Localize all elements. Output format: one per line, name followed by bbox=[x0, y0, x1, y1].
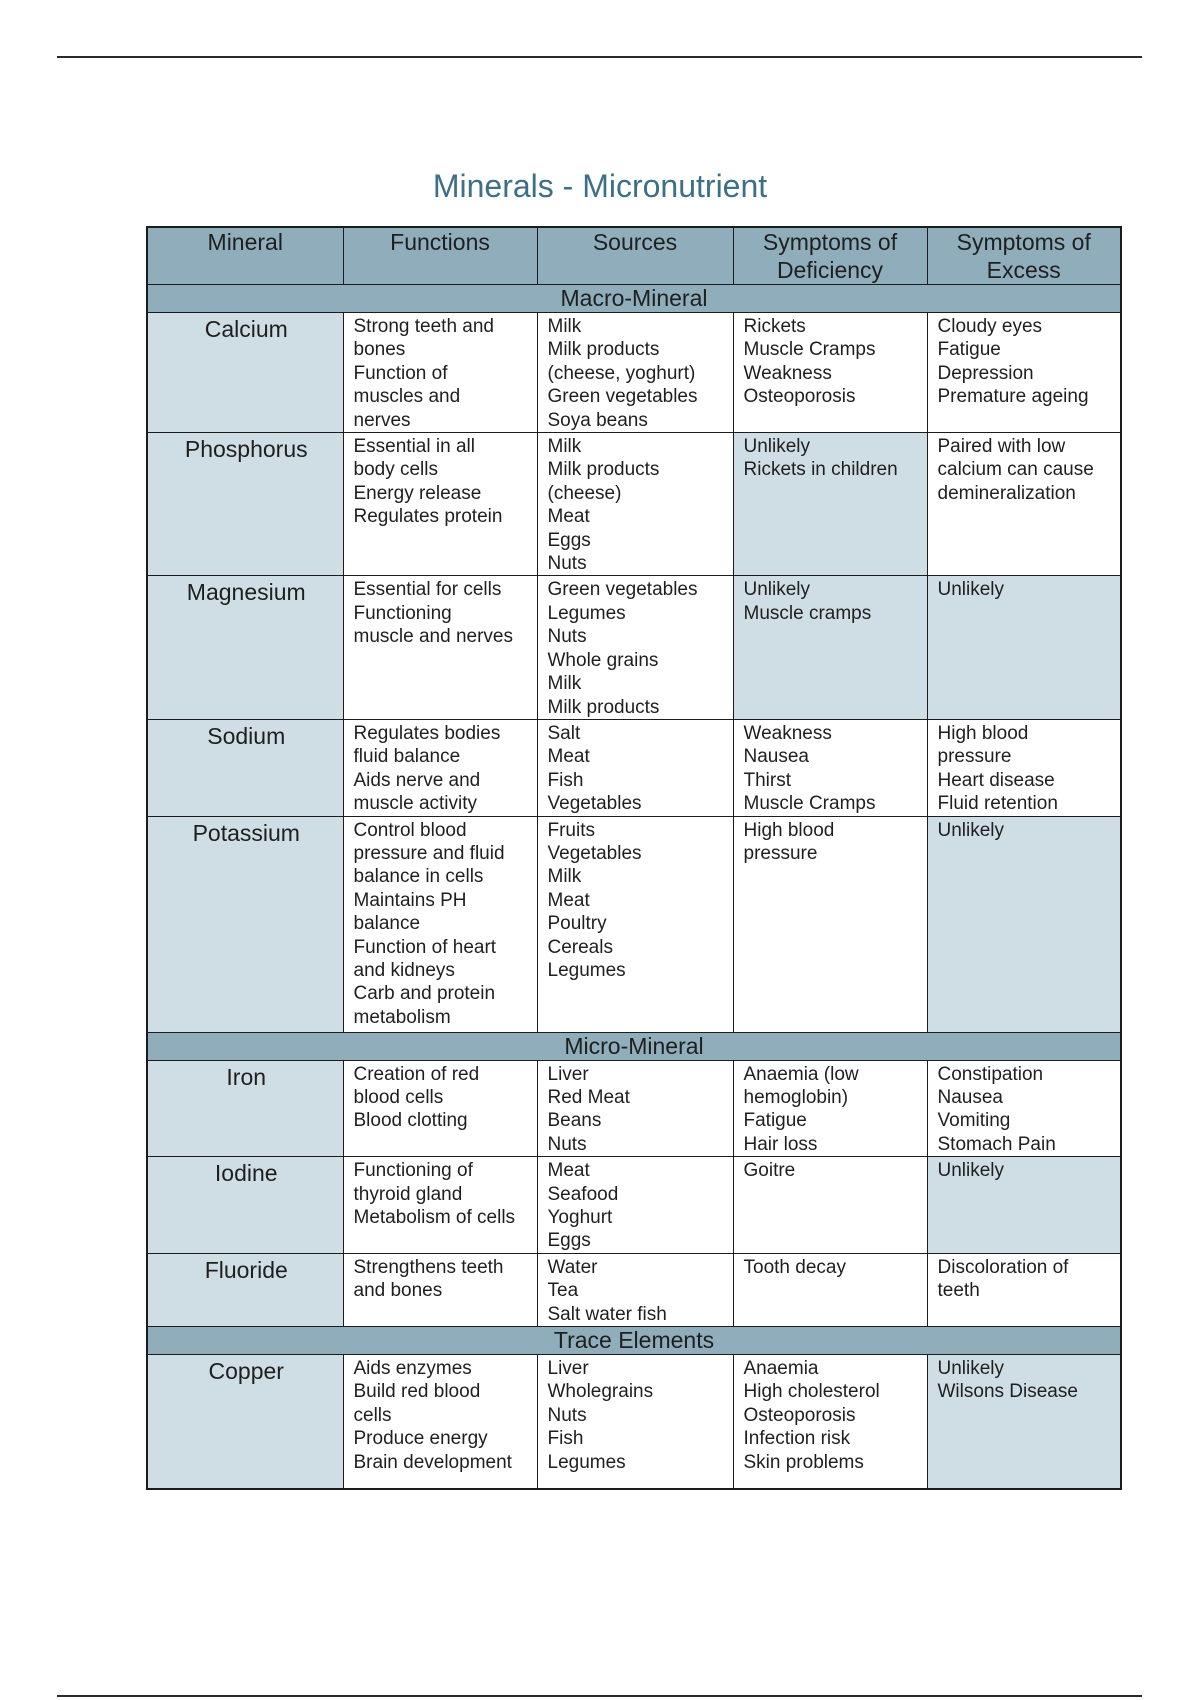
sources-line: (cheese) bbox=[547, 482, 622, 504]
functions-line: Function of heart bbox=[353, 936, 497, 958]
sources-cell bbox=[537, 433, 733, 576]
excess-line: Cloudy eyes bbox=[937, 316, 1043, 337]
functions-line: blood cells bbox=[353, 1086, 444, 1108]
excess-cell bbox=[927, 1060, 1121, 1157]
sources-cell bbox=[537, 576, 733, 719]
functions-line: nerves bbox=[353, 409, 411, 431]
functions-cell bbox=[343, 576, 537, 719]
sources-line: Salt bbox=[547, 722, 581, 744]
functions-line: Function of bbox=[353, 362, 448, 384]
excess-cell bbox=[927, 576, 1121, 719]
excess-line: Discoloration of bbox=[937, 1256, 1069, 1278]
functions-line: pressure and fluid bbox=[353, 842, 505, 864]
sources-line: Green vegetables bbox=[547, 386, 698, 408]
deficiency-line: Unlikely bbox=[743, 579, 811, 601]
deficiency-cell bbox=[733, 433, 927, 576]
functions-line: Energy release bbox=[353, 482, 482, 504]
functions-line: Essential in all bbox=[353, 436, 475, 458]
excess-line: Unlikely bbox=[937, 579, 1005, 601]
header-sources: Sources bbox=[537, 227, 733, 285]
deficiency-line: Skin problems bbox=[743, 1451, 864, 1473]
functions-cell bbox=[343, 816, 537, 1032]
sources-line: Meat bbox=[547, 746, 590, 768]
table-row bbox=[147, 1253, 1121, 1326]
header-excess: Symptoms of Excess bbox=[927, 227, 1121, 285]
deficiency-line: Rickets in children bbox=[743, 459, 898, 481]
header-mineral: Mineral bbox=[147, 227, 343, 285]
functions-line: Aids enzymes bbox=[353, 1358, 472, 1379]
deficiency-line: hemoglobin) bbox=[743, 1086, 849, 1108]
functions-line: Strengthens teeth bbox=[353, 1256, 504, 1278]
excess-cell bbox=[927, 1157, 1121, 1254]
functions-cell bbox=[343, 313, 537, 433]
deficiency-line: Fatigue bbox=[743, 1110, 807, 1132]
functions-line: fluid balance bbox=[353, 746, 461, 768]
sources-line: Salt water fish bbox=[547, 1303, 667, 1325]
mineral-name: Sodium bbox=[147, 719, 343, 816]
deficiency-line: Anaemia bbox=[743, 1358, 819, 1379]
excess-line: Unlikely bbox=[937, 819, 1005, 841]
sources-line: Yoghurt bbox=[547, 1206, 613, 1228]
section-row bbox=[147, 1327, 1121, 1355]
sources-line: Vegetables bbox=[547, 842, 642, 864]
functions-line: body cells bbox=[353, 459, 438, 481]
functions-line: balance in cells bbox=[353, 866, 484, 888]
sources-cell bbox=[537, 816, 733, 1032]
excess-line: Premature ageing bbox=[937, 386, 1089, 408]
sources-line: Whole grains bbox=[547, 649, 659, 671]
functions-cell bbox=[343, 1060, 537, 1157]
table-row bbox=[147, 1157, 1121, 1254]
mineral-name: Iodine bbox=[147, 1157, 343, 1254]
deficiency-cell bbox=[733, 576, 927, 719]
sources-line: Poultry bbox=[547, 913, 607, 935]
sources-line: Fish bbox=[547, 1428, 584, 1450]
sources-line: Eggs bbox=[547, 1230, 591, 1252]
sources-line: Beans bbox=[547, 1110, 602, 1132]
deficiency-line: Weakness bbox=[743, 362, 832, 384]
sources-line: Legumes bbox=[547, 602, 626, 624]
sources-line: Seafood bbox=[547, 1183, 619, 1205]
excess-cell bbox=[927, 719, 1121, 816]
functions-line: balance bbox=[353, 913, 421, 935]
mineral-name: Calcium bbox=[147, 313, 343, 433]
deficiency-line: Nausea bbox=[743, 746, 809, 768]
sources-line: (cheese, yoghurt) bbox=[547, 362, 696, 384]
sources-line: Milk bbox=[547, 866, 582, 888]
sources-line: Eggs bbox=[547, 529, 591, 551]
functions-line: muscles and bbox=[353, 386, 461, 408]
functions-line: metabolism bbox=[353, 1006, 451, 1028]
sources-line: Tea bbox=[547, 1280, 579, 1302]
functions-line: and kidneys bbox=[353, 959, 455, 981]
table-row bbox=[147, 816, 1121, 1032]
functions-line: Brain development bbox=[353, 1451, 512, 1473]
sources-line: Milk products bbox=[547, 696, 660, 718]
section-heading: Macro-Mineral bbox=[147, 285, 1121, 313]
functions-line: Strong teeth and bbox=[353, 316, 494, 337]
functions-line: Carb and protein bbox=[353, 983, 496, 1005]
section-row bbox=[147, 1032, 1121, 1060]
functions-line: Functioning of bbox=[353, 1160, 473, 1182]
sources-line: Fish bbox=[547, 769, 584, 791]
deficiency-line: Anaemia (low bbox=[743, 1063, 859, 1085]
sources-line: Meat bbox=[547, 889, 590, 911]
excess-cell bbox=[927, 433, 1121, 576]
section-heading: Micro-Mineral bbox=[147, 1032, 1121, 1060]
excess-cell bbox=[927, 816, 1121, 1032]
table-row bbox=[147, 433, 1121, 576]
functions-cell bbox=[343, 1157, 537, 1254]
sources-cell bbox=[537, 1253, 733, 1326]
deficiency-line: Muscle Cramps bbox=[743, 339, 876, 361]
functions-line: thyroid gland bbox=[353, 1183, 463, 1205]
sources-line: Water bbox=[547, 1256, 598, 1278]
section-row bbox=[147, 285, 1121, 313]
excess-line: teeth bbox=[937, 1280, 980, 1302]
deficiency-line: pressure bbox=[743, 842, 818, 864]
table-row bbox=[147, 1060, 1121, 1157]
excess-line: Unlikely bbox=[937, 1160, 1005, 1182]
excess-line: calcium can cause bbox=[937, 459, 1094, 481]
excess-line: High blood bbox=[937, 722, 1029, 744]
sources-line: Fruits bbox=[547, 819, 595, 841]
deficiency-line: Thirst bbox=[743, 769, 791, 791]
section-heading: Trace Elements bbox=[147, 1327, 1121, 1355]
functions-cell bbox=[343, 1253, 537, 1326]
sources-line: Liver bbox=[547, 1063, 589, 1085]
excess-line: Unlikely bbox=[937, 1358, 1005, 1379]
functions-line: Produce energy bbox=[353, 1428, 488, 1450]
mineral-name: Magnesium bbox=[147, 576, 343, 719]
functions-line: Blood clotting bbox=[353, 1110, 468, 1132]
sources-line: Nuts bbox=[547, 1404, 587, 1426]
functions-line: muscle activity bbox=[353, 793, 478, 815]
header-row bbox=[147, 227, 1121, 285]
excess-line: pressure bbox=[937, 746, 1012, 768]
excess-line: Constipation bbox=[937, 1063, 1044, 1085]
sources-line: Legumes bbox=[547, 1451, 626, 1473]
excess-line: Fluid retention bbox=[937, 793, 1058, 815]
functions-cell bbox=[343, 719, 537, 816]
excess-line: Paired with low bbox=[937, 436, 1066, 458]
minerals-table bbox=[146, 226, 1122, 1490]
table-row bbox=[147, 313, 1121, 433]
deficiency-cell bbox=[733, 816, 927, 1032]
deficiency-cell bbox=[733, 1060, 927, 1157]
mineral-name: Fluoride bbox=[147, 1253, 343, 1326]
table-row bbox=[147, 576, 1121, 719]
sources-line: Milk bbox=[547, 436, 582, 458]
deficiency-cell bbox=[733, 1355, 927, 1489]
deficiency-line: Rickets bbox=[743, 316, 806, 337]
deficiency-line: Muscle cramps bbox=[743, 602, 872, 624]
sources-line: Liver bbox=[547, 1358, 589, 1379]
functions-line: Creation of red bbox=[353, 1063, 480, 1085]
deficiency-line: Unlikely bbox=[743, 436, 811, 458]
functions-line: and bones bbox=[353, 1280, 443, 1302]
deficiency-line: Osteoporosis bbox=[743, 386, 856, 408]
sources-line: Soya beans bbox=[547, 409, 648, 431]
deficiency-line: High cholesterol bbox=[743, 1381, 880, 1403]
sources-line: Milk bbox=[547, 316, 582, 337]
excess-line: Nausea bbox=[937, 1086, 1003, 1108]
sources-line: Milk products bbox=[547, 339, 660, 361]
functions-line: Regulates protein bbox=[353, 506, 503, 528]
sources-line: Milk products bbox=[547, 459, 660, 481]
excess-line: Depression bbox=[937, 362, 1034, 384]
sources-cell bbox=[537, 719, 733, 816]
page-title: Minerals - Micronutrient bbox=[432, 168, 768, 204]
sources-line: Green vegetables bbox=[547, 579, 698, 601]
deficiency-cell bbox=[733, 1157, 927, 1254]
functions-line: bones bbox=[353, 339, 406, 361]
sources-cell bbox=[537, 1060, 733, 1157]
table-row bbox=[147, 719, 1121, 816]
functions-cell bbox=[343, 1355, 537, 1489]
bottom-rule bbox=[57, 1695, 1142, 1697]
functions-line: Maintains PH bbox=[353, 889, 467, 911]
sources-line: Vegetables bbox=[547, 793, 642, 815]
sources-cell bbox=[537, 1157, 733, 1254]
excess-line: Fatigue bbox=[937, 339, 1001, 361]
excess-cell bbox=[927, 1253, 1121, 1326]
functions-line: muscle and nerves bbox=[353, 626, 513, 648]
sources-line: Meat bbox=[547, 1160, 590, 1182]
functions-line: Essential for cells bbox=[353, 579, 502, 601]
excess-cell bbox=[927, 1355, 1121, 1489]
table-row bbox=[147, 1355, 1121, 1489]
header-functions: Functions bbox=[343, 227, 537, 285]
sources-line: Nuts bbox=[547, 626, 587, 648]
top-rule bbox=[57, 56, 1142, 58]
sources-cell bbox=[537, 313, 733, 433]
sources-line: Nuts bbox=[547, 1133, 587, 1155]
mineral-name: Copper bbox=[147, 1355, 343, 1489]
functions-line: Control blood bbox=[353, 819, 467, 841]
sources-line: Milk bbox=[547, 673, 582, 695]
functions-line: cells bbox=[353, 1404, 392, 1426]
deficiency-line: Muscle Cramps bbox=[743, 793, 876, 815]
functions-line: Functioning bbox=[353, 602, 452, 624]
deficiency-line: High blood bbox=[743, 819, 835, 841]
deficiency-cell bbox=[733, 313, 927, 433]
sources-line: Cereals bbox=[547, 936, 613, 958]
deficiency-line: Osteoporosis bbox=[743, 1404, 856, 1426]
deficiency-line: Tooth decay bbox=[743, 1256, 846, 1278]
deficiency-line: Infection risk bbox=[743, 1428, 851, 1450]
excess-line: Stomach Pain bbox=[937, 1133, 1056, 1155]
functions-line: Metabolism of cells bbox=[353, 1206, 516, 1228]
sources-line: Red Meat bbox=[547, 1086, 630, 1108]
mineral-name: Iron bbox=[147, 1060, 343, 1157]
sources-line: Nuts bbox=[547, 553, 587, 575]
mineral-name: Potassium bbox=[147, 816, 343, 1032]
sources-line: Legumes bbox=[547, 959, 626, 981]
functions-cell bbox=[343, 433, 537, 576]
mineral-name: Phosphorus bbox=[147, 433, 343, 576]
functions-line: Aids nerve and bbox=[353, 769, 481, 791]
deficiency-line: Goitre bbox=[743, 1160, 796, 1182]
functions-line: Regulates bodies bbox=[353, 722, 501, 744]
deficiency-line: Weakness bbox=[743, 722, 832, 744]
excess-line: demineralization bbox=[937, 482, 1076, 504]
header-deficiency: Symptoms of Deficiency bbox=[733, 227, 927, 285]
functions-line: Build red blood bbox=[353, 1381, 481, 1403]
deficiency-line: Hair loss bbox=[743, 1133, 818, 1155]
deficiency-cell bbox=[733, 719, 927, 816]
sources-cell bbox=[537, 1355, 733, 1489]
deficiency-cell bbox=[733, 1253, 927, 1326]
excess-line: Heart disease bbox=[937, 769, 1055, 791]
sources-line: Meat bbox=[547, 506, 590, 528]
excess-cell bbox=[927, 313, 1121, 433]
excess-line: Wilsons Disease bbox=[937, 1381, 1078, 1403]
sources-line: Wholegrains bbox=[547, 1381, 654, 1403]
excess-line: Vomiting bbox=[937, 1110, 1011, 1132]
